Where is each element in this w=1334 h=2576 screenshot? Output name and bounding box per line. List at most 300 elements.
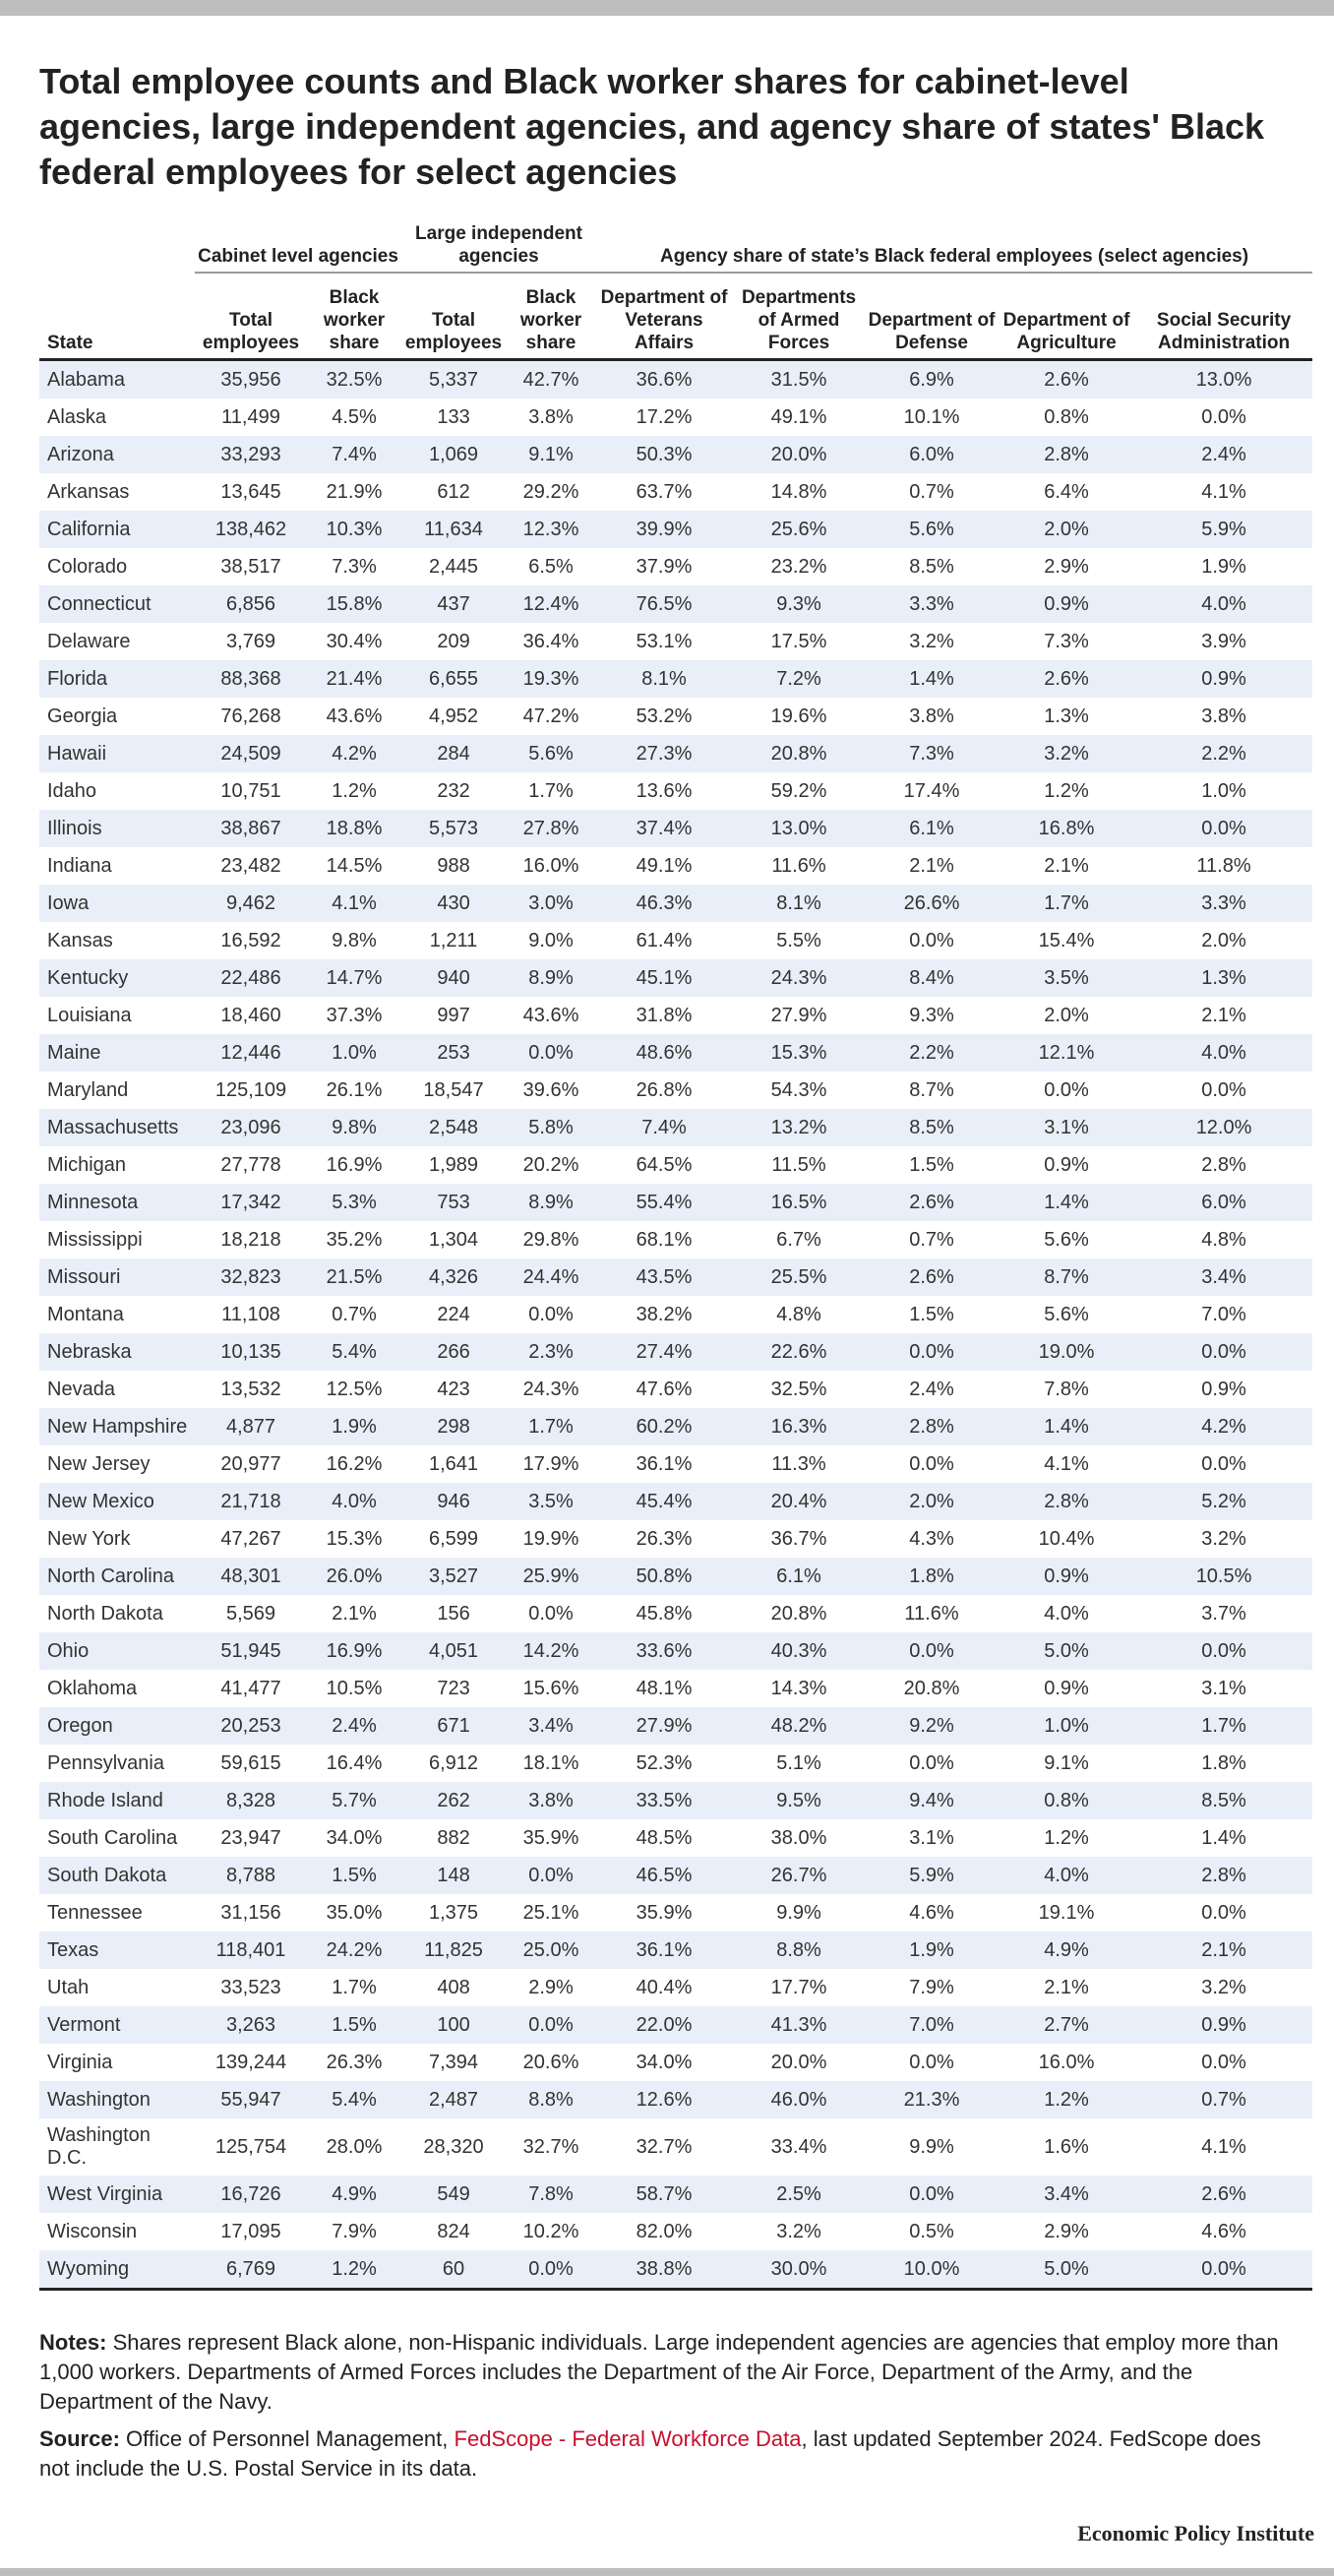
state-cell: Indiana bbox=[47, 854, 112, 877]
value-cell: 5.4% bbox=[307, 2081, 401, 2118]
value-cell: 30.0% bbox=[732, 2250, 866, 2290]
table-row bbox=[39, 1072, 1312, 1109]
table-row bbox=[39, 473, 1312, 511]
value-cell: 2.6% bbox=[866, 1184, 998, 1221]
source-link[interactable]: FedScope - Federal Workforce Data bbox=[454, 2426, 802, 2451]
value-cell: 266 bbox=[401, 1333, 506, 1371]
value-cell: 25.6% bbox=[732, 511, 866, 548]
value-cell: 11.6% bbox=[771, 854, 826, 877]
value-cell: 2.6% bbox=[998, 360, 1135, 399]
state-cell: Maryland bbox=[47, 1078, 129, 1101]
value-cell: 10.0% bbox=[866, 2250, 998, 2290]
state-cell: Montana bbox=[47, 1303, 124, 1325]
value-cell: 23.2% bbox=[770, 555, 827, 578]
value-cell: 2.6% bbox=[1135, 2176, 1312, 2213]
value-cell: 17.7% bbox=[770, 1976, 827, 1998]
value-cell: 6,769 bbox=[195, 2250, 307, 2290]
value-cell: 32.7% bbox=[636, 2135, 693, 2158]
value-cell: 16.3% bbox=[732, 1408, 866, 1445]
value-cell: 437 bbox=[401, 585, 506, 623]
value-cell: 14.3% bbox=[770, 1677, 827, 1699]
table-row bbox=[39, 1558, 1312, 1595]
state-cell: New Jersey bbox=[47, 1452, 151, 1475]
value-cell: 148 bbox=[401, 1857, 506, 1894]
value-cell: 0.0% bbox=[1135, 2250, 1312, 2290]
value-cell: 3.2% bbox=[998, 735, 1135, 772]
notes-text: Shares represent Black alone, non-Hispanic individuals. Large independent agencies are agencies that employ more than 1,000 workers. Departments of Armed Forces includes the Department of the Air Force, Department of the Army, and the Department of the Navy. bbox=[39, 2330, 1279, 2414]
value-cell: 3.8% bbox=[528, 405, 574, 428]
value-cell: 4.2% bbox=[307, 735, 401, 772]
value-cell: 2.4% bbox=[307, 1707, 401, 1745]
table-row bbox=[39, 1483, 1312, 1520]
table-row bbox=[39, 1333, 1312, 1371]
value-cell: 23,947 bbox=[220, 1826, 281, 1849]
value-cell: 1,211 bbox=[429, 929, 478, 951]
value-cell: 13.0% bbox=[1135, 360, 1312, 399]
value-cell: 35.9% bbox=[522, 1826, 579, 1849]
value-cell: 28,320 bbox=[423, 2135, 484, 2158]
value-cell: 3.2% bbox=[1201, 1527, 1246, 1550]
value-cell: 298 bbox=[401, 1408, 506, 1445]
value-cell: 33,293 bbox=[195, 436, 307, 473]
state-cell: Delaware bbox=[47, 630, 131, 652]
value-cell: 28.0% bbox=[326, 2135, 383, 2158]
value-cell: 55,947 bbox=[195, 2081, 307, 2118]
value-cell: 29.2% bbox=[522, 480, 579, 503]
value-cell: 1.2% bbox=[1044, 779, 1089, 802]
value-cell: 2.8% bbox=[998, 436, 1135, 473]
value-cell: 4.0% bbox=[1135, 585, 1312, 623]
value-cell: 7.3% bbox=[866, 735, 998, 772]
value-cell: 3.1% bbox=[909, 1826, 954, 1849]
state-cell: South Dakota bbox=[39, 1857, 195, 1894]
value-cell: 2.2% bbox=[1135, 735, 1312, 772]
value-cell: 1.3% bbox=[1044, 705, 1089, 727]
value-cell: 52.3% bbox=[636, 1751, 693, 1774]
value-cell: 27.9% bbox=[770, 1004, 827, 1026]
value-cell: 13.2% bbox=[732, 1109, 866, 1146]
value-cell: 18,218 bbox=[220, 1228, 281, 1251]
value-cell: 1.4% bbox=[866, 660, 998, 698]
value-cell: 0.0% bbox=[1201, 1901, 1246, 1924]
value-cell: 39.6% bbox=[522, 1078, 579, 1101]
value-cell: 51,945 bbox=[195, 1632, 307, 1670]
value-cell: 48.5% bbox=[636, 1826, 693, 1849]
value-cell: 10,751 bbox=[220, 779, 281, 802]
value-cell: 10.2% bbox=[522, 2220, 579, 2242]
value-cell: 4.8% bbox=[1201, 1228, 1246, 1251]
value-cell: 209 bbox=[437, 630, 470, 652]
value-cell: 11.5% bbox=[771, 1153, 826, 1176]
value-cell: 2.6% bbox=[998, 660, 1135, 698]
state-cell: Rhode Island bbox=[39, 1782, 195, 1819]
value-cell: 22,486 bbox=[195, 959, 307, 997]
value-cell: 408 bbox=[437, 1976, 470, 1998]
value-cell: 224 bbox=[437, 1303, 470, 1325]
value-cell: 3,263 bbox=[195, 2006, 307, 2044]
value-cell: 6.5% bbox=[528, 555, 574, 578]
value-cell: 25.0% bbox=[506, 1932, 596, 1969]
value-cell: 1.2% bbox=[1044, 1826, 1089, 1849]
value-cell: 50.8% bbox=[596, 1558, 732, 1595]
value-cell: 0.0% bbox=[866, 1632, 998, 1670]
value-cell: 6.0% bbox=[866, 436, 998, 473]
value-cell: 59.2% bbox=[770, 779, 827, 802]
value-cell: 26.8% bbox=[636, 1078, 693, 1101]
value-cell: 612 bbox=[437, 480, 470, 503]
value-cell: 20.8% bbox=[732, 735, 866, 772]
value-cell: 11.8% bbox=[1196, 854, 1251, 877]
value-cell: 20.8% bbox=[903, 1677, 960, 1699]
value-cell: 48.2% bbox=[732, 1707, 866, 1745]
value-cell: 20.0% bbox=[732, 436, 866, 473]
value-cell: 4.5% bbox=[332, 405, 377, 428]
value-cell: 41.3% bbox=[732, 2006, 866, 2044]
value-cell: 723 bbox=[437, 1677, 470, 1699]
value-cell: 27.9% bbox=[596, 1707, 732, 1745]
value-cell: 5.6% bbox=[1044, 1228, 1089, 1251]
value-cell: 38,517 bbox=[220, 555, 281, 578]
value-cell: 33.4% bbox=[770, 2135, 827, 2158]
value-cell: 36.4% bbox=[522, 630, 579, 652]
value-cell: 1.7% bbox=[332, 1976, 377, 1998]
value-cell: 14.7% bbox=[307, 959, 401, 997]
value-cell: 0.0% bbox=[1044, 1078, 1089, 1101]
value-cell: 5.9% bbox=[866, 1857, 998, 1894]
value-cell: 3.9% bbox=[1201, 630, 1246, 652]
value-cell: 32.5% bbox=[307, 360, 401, 399]
value-cell: 1.5% bbox=[909, 1303, 954, 1325]
value-cell: 0.0% bbox=[909, 1751, 954, 1774]
state-cell: Michigan bbox=[47, 1153, 127, 1176]
value-cell: 63.7% bbox=[636, 480, 693, 503]
value-cell: 2.6% bbox=[866, 1258, 998, 1296]
state-cell: Arizona bbox=[39, 436, 195, 473]
value-cell: 48.6% bbox=[596, 1034, 732, 1072]
value-cell: 16.4% bbox=[326, 1751, 383, 1774]
table-row bbox=[39, 1034, 1312, 1072]
table-row bbox=[39, 2081, 1312, 2118]
state-cell: Washington bbox=[39, 2081, 195, 2118]
value-cell: 5.7% bbox=[307, 1782, 401, 1819]
value-cell: 5.6% bbox=[866, 511, 998, 548]
value-cell: 4.1% bbox=[1201, 2135, 1246, 2158]
state-cell: Kentucky bbox=[39, 959, 195, 997]
value-cell: 37.3% bbox=[326, 1004, 383, 1026]
value-cell: 988 bbox=[437, 854, 470, 877]
value-cell: 3.4% bbox=[1135, 1258, 1312, 1296]
value-cell: 45.1% bbox=[596, 959, 732, 997]
value-cell: 82.0% bbox=[636, 2220, 693, 2242]
value-cell: 0.0% bbox=[506, 2006, 596, 2044]
state-cell: Missouri bbox=[39, 1258, 195, 1296]
state-cell: Texas bbox=[39, 1932, 195, 1969]
value-cell: 76,268 bbox=[220, 705, 281, 727]
value-cell: 2.3% bbox=[506, 1333, 596, 1371]
value-cell: 5,573 bbox=[401, 810, 506, 847]
value-cell: 19.3% bbox=[506, 660, 596, 698]
value-cell: 24.4% bbox=[506, 1258, 596, 1296]
value-cell: 18.8% bbox=[307, 810, 401, 847]
value-cell: 0.0% bbox=[1135, 1632, 1312, 1670]
value-cell: 20,977 bbox=[220, 1452, 281, 1475]
value-cell: 35.9% bbox=[636, 1901, 693, 1924]
value-cell: 8.7% bbox=[998, 1258, 1135, 1296]
group-header-cabinet: Cabinet level agencies bbox=[195, 215, 401, 273]
value-cell: 10.4% bbox=[1038, 1527, 1095, 1550]
value-cell: 27.3% bbox=[596, 735, 732, 772]
column-header: Departments of Armed Forces bbox=[732, 273, 866, 360]
value-cell: 6,655 bbox=[401, 660, 506, 698]
value-cell: 37.9% bbox=[636, 555, 693, 578]
value-cell: 5.4% bbox=[307, 1333, 401, 1371]
table-row bbox=[39, 1932, 1312, 1969]
table-row bbox=[39, 360, 1312, 399]
value-cell: 16.9% bbox=[307, 1632, 401, 1670]
value-cell: 25.1% bbox=[522, 1901, 579, 1924]
value-cell: 2.9% bbox=[1044, 555, 1089, 578]
column-header-row bbox=[39, 273, 1312, 360]
value-cell: 118,401 bbox=[195, 1932, 307, 1969]
value-cell: 0.0% bbox=[909, 1452, 954, 1475]
value-cell: 3.1% bbox=[1201, 1677, 1246, 1699]
value-cell: 997 bbox=[437, 1004, 470, 1026]
value-cell: 3.2% bbox=[1201, 1976, 1246, 1998]
value-cell: 9.1% bbox=[1044, 1751, 1089, 1774]
value-cell: 9.9% bbox=[909, 2135, 954, 2158]
top-bar bbox=[0, 0, 1334, 16]
value-cell: 23,482 bbox=[220, 854, 281, 877]
value-cell: 2.7% bbox=[998, 2006, 1135, 2044]
notes-label: Notes: bbox=[39, 2330, 107, 2355]
table-row bbox=[39, 1707, 1312, 1745]
value-cell: 17.5% bbox=[770, 630, 827, 652]
value-cell: 10.1% bbox=[903, 405, 960, 428]
data-table bbox=[39, 215, 1312, 2291]
value-cell: 16.9% bbox=[326, 1153, 383, 1176]
value-cell: 0.8% bbox=[1044, 405, 1089, 428]
table-row bbox=[39, 623, 1312, 660]
value-cell: 22.0% bbox=[596, 2006, 732, 2044]
value-cell: 47,267 bbox=[220, 1527, 281, 1550]
value-cell: 4.1% bbox=[1201, 480, 1246, 503]
value-cell: 2,548 bbox=[401, 1109, 506, 1146]
value-cell: 2.2% bbox=[866, 1034, 998, 1072]
value-cell: 6.4% bbox=[1044, 480, 1089, 503]
value-cell: 671 bbox=[401, 1707, 506, 1745]
table-row bbox=[39, 772, 1312, 810]
value-cell: 2,445 bbox=[428, 555, 479, 578]
state-cell: West Virginia bbox=[39, 2176, 195, 2213]
value-cell: 7.9% bbox=[909, 1976, 954, 1998]
value-cell: 35.0% bbox=[326, 1901, 383, 1924]
value-cell: 46.5% bbox=[596, 1857, 732, 1894]
value-cell: 54.3% bbox=[770, 1078, 827, 1101]
value-cell: 4,326 bbox=[401, 1258, 506, 1296]
value-cell: 17.4% bbox=[903, 779, 960, 802]
value-cell: 8.8% bbox=[506, 2081, 596, 2118]
value-cell: 7.0% bbox=[1201, 1303, 1246, 1325]
value-cell: 11,825 bbox=[401, 1932, 506, 1969]
value-cell: 5.2% bbox=[1135, 1483, 1312, 1520]
value-cell: 9.3% bbox=[732, 585, 866, 623]
value-cell: 0.0% bbox=[909, 929, 954, 951]
value-cell: 55.4% bbox=[596, 1184, 732, 1221]
value-cell: 64.5% bbox=[636, 1153, 693, 1176]
value-cell: 39.9% bbox=[596, 511, 732, 548]
value-cell: 1.8% bbox=[1201, 1751, 1246, 1774]
value-cell: 21.9% bbox=[326, 480, 383, 503]
value-cell: 6.9% bbox=[866, 360, 998, 399]
table-row bbox=[39, 1745, 1312, 1782]
table-row bbox=[39, 1520, 1312, 1558]
value-cell: 2.9% bbox=[1044, 2220, 1089, 2242]
value-cell: 8,328 bbox=[195, 1782, 307, 1819]
bottom-bar bbox=[0, 2568, 1334, 2576]
value-cell: 940 bbox=[401, 959, 506, 997]
value-cell: 0.0% bbox=[506, 2250, 596, 2290]
value-cell: 16,726 bbox=[195, 2176, 307, 2213]
value-cell: 1.2% bbox=[307, 2250, 401, 2290]
table-row bbox=[39, 1782, 1312, 1819]
value-cell: 3.5% bbox=[998, 959, 1135, 997]
value-cell: 0.9% bbox=[1135, 2006, 1312, 2044]
value-cell: 1.8% bbox=[866, 1558, 998, 1595]
value-cell: 61.4% bbox=[636, 929, 693, 951]
value-cell: 20.4% bbox=[732, 1483, 866, 1520]
value-cell: 16.5% bbox=[732, 1184, 866, 1221]
value-cell: 3.8% bbox=[1201, 705, 1246, 727]
value-cell: 0.9% bbox=[1044, 1153, 1089, 1176]
value-cell: 753 bbox=[401, 1184, 506, 1221]
column-header: Social Security Administration bbox=[1135, 273, 1312, 360]
value-cell: 33.5% bbox=[596, 1782, 732, 1819]
value-cell: 11,108 bbox=[221, 1303, 280, 1325]
value-cell: 1.0% bbox=[1201, 779, 1246, 802]
value-cell: 2.1% bbox=[332, 1602, 377, 1625]
value-cell: 30.4% bbox=[326, 630, 383, 652]
value-cell: 35.2% bbox=[326, 1228, 383, 1251]
source bbox=[39, 2424, 1289, 2484]
value-cell: 46.3% bbox=[596, 885, 732, 922]
group-header-blank bbox=[39, 215, 195, 273]
value-cell: 25.5% bbox=[732, 1258, 866, 1296]
column-header: State bbox=[39, 273, 195, 360]
value-cell: 26.0% bbox=[307, 1558, 401, 1595]
value-cell: 15.8% bbox=[307, 585, 401, 623]
state-cell: South Carolina bbox=[47, 1826, 178, 1849]
value-cell: 7.9% bbox=[332, 2220, 377, 2242]
value-cell: 7.4% bbox=[307, 436, 401, 473]
value-cell: 2.4% bbox=[1135, 436, 1312, 473]
value-cell: 16.2% bbox=[326, 1452, 383, 1475]
value-cell: 76.5% bbox=[596, 585, 732, 623]
state-cell: Florida bbox=[39, 660, 195, 698]
value-cell: 7.0% bbox=[866, 2006, 998, 2044]
value-cell: 284 bbox=[401, 735, 506, 772]
value-cell: 5,569 bbox=[225, 1602, 276, 1625]
value-cell: 4.1% bbox=[307, 885, 401, 922]
value-cell: 43.5% bbox=[596, 1258, 732, 1296]
value-cell: 11.6% bbox=[904, 1602, 959, 1625]
value-cell: 0.0% bbox=[1201, 1078, 1246, 1101]
value-cell: 2.8% bbox=[1201, 1153, 1246, 1176]
value-cell: 21.3% bbox=[866, 2081, 998, 2118]
value-cell: 3.8% bbox=[909, 705, 954, 727]
value-cell: 8.5% bbox=[866, 1109, 998, 1146]
value-cell: 3.3% bbox=[1135, 885, 1312, 922]
table-row bbox=[39, 1221, 1312, 1258]
value-cell: 21,718 bbox=[195, 1483, 307, 1520]
table-row bbox=[39, 1819, 1312, 1857]
table-row bbox=[39, 1632, 1312, 1670]
value-cell: 0.0% bbox=[1135, 810, 1312, 847]
value-cell: 1,989 bbox=[428, 1153, 479, 1176]
value-cell: 4.0% bbox=[307, 1483, 401, 1520]
value-cell: 138,462 bbox=[195, 511, 307, 548]
value-cell: 1,641 bbox=[428, 1452, 479, 1475]
value-cell: 5.8% bbox=[506, 1109, 596, 1146]
value-cell: 49.1% bbox=[770, 405, 827, 428]
table-row bbox=[39, 660, 1312, 698]
state-cell: Connecticut bbox=[39, 585, 195, 623]
table-row bbox=[39, 585, 1312, 623]
value-cell: 32.5% bbox=[770, 1378, 827, 1400]
value-cell: 946 bbox=[401, 1483, 506, 1520]
value-cell: 10,135 bbox=[195, 1333, 307, 1371]
value-cell: 7.8% bbox=[1044, 1378, 1089, 1400]
group-header-independent: Large independent agencies bbox=[401, 215, 596, 273]
value-cell: 50.3% bbox=[596, 436, 732, 473]
value-cell: 9.9% bbox=[776, 1901, 821, 1924]
value-cell: 0.0% bbox=[866, 2176, 998, 2213]
value-cell: 6,599 bbox=[428, 1527, 479, 1550]
table-row bbox=[39, 2250, 1312, 2290]
value-cell: 8.9% bbox=[506, 959, 596, 997]
value-cell: 26.7% bbox=[732, 1857, 866, 1894]
source-text-pre: Office of Personnel Management, bbox=[126, 2426, 449, 2451]
value-cell: 27.4% bbox=[596, 1333, 732, 1371]
value-cell: 6.0% bbox=[1135, 1184, 1312, 1221]
table-row bbox=[39, 810, 1312, 847]
value-cell: 15.3% bbox=[326, 1527, 383, 1550]
value-cell: 12.4% bbox=[506, 585, 596, 623]
value-cell: 4.6% bbox=[1201, 2220, 1246, 2242]
value-cell: 24.2% bbox=[307, 1932, 401, 1969]
value-cell: 0.5% bbox=[909, 2220, 954, 2242]
value-cell: 24.3% bbox=[732, 959, 866, 997]
table-row bbox=[39, 997, 1312, 1034]
value-cell: 45.8% bbox=[636, 1602, 693, 1625]
value-cell: 4.0% bbox=[998, 1857, 1135, 1894]
value-cell: 2.8% bbox=[998, 1483, 1135, 1520]
table-body bbox=[39, 360, 1312, 2290]
value-cell: 20.8% bbox=[770, 1602, 827, 1625]
state-cell: Nevada bbox=[47, 1378, 115, 1400]
value-cell: 37.4% bbox=[596, 810, 732, 847]
value-cell: 4.8% bbox=[776, 1303, 821, 1325]
value-cell: 10.5% bbox=[326, 1677, 383, 1699]
value-cell: 38,867 bbox=[195, 810, 307, 847]
value-cell: 882 bbox=[437, 1826, 470, 1849]
value-cell: 8.1% bbox=[732, 885, 866, 922]
state-cell: Hawaii bbox=[39, 735, 195, 772]
value-cell: 0.7% bbox=[909, 480, 954, 503]
table-row bbox=[39, 399, 1312, 436]
value-cell: 16.0% bbox=[1038, 2051, 1095, 2073]
state-cell: Kansas bbox=[47, 929, 113, 951]
value-cell: 125,109 bbox=[214, 1078, 287, 1101]
